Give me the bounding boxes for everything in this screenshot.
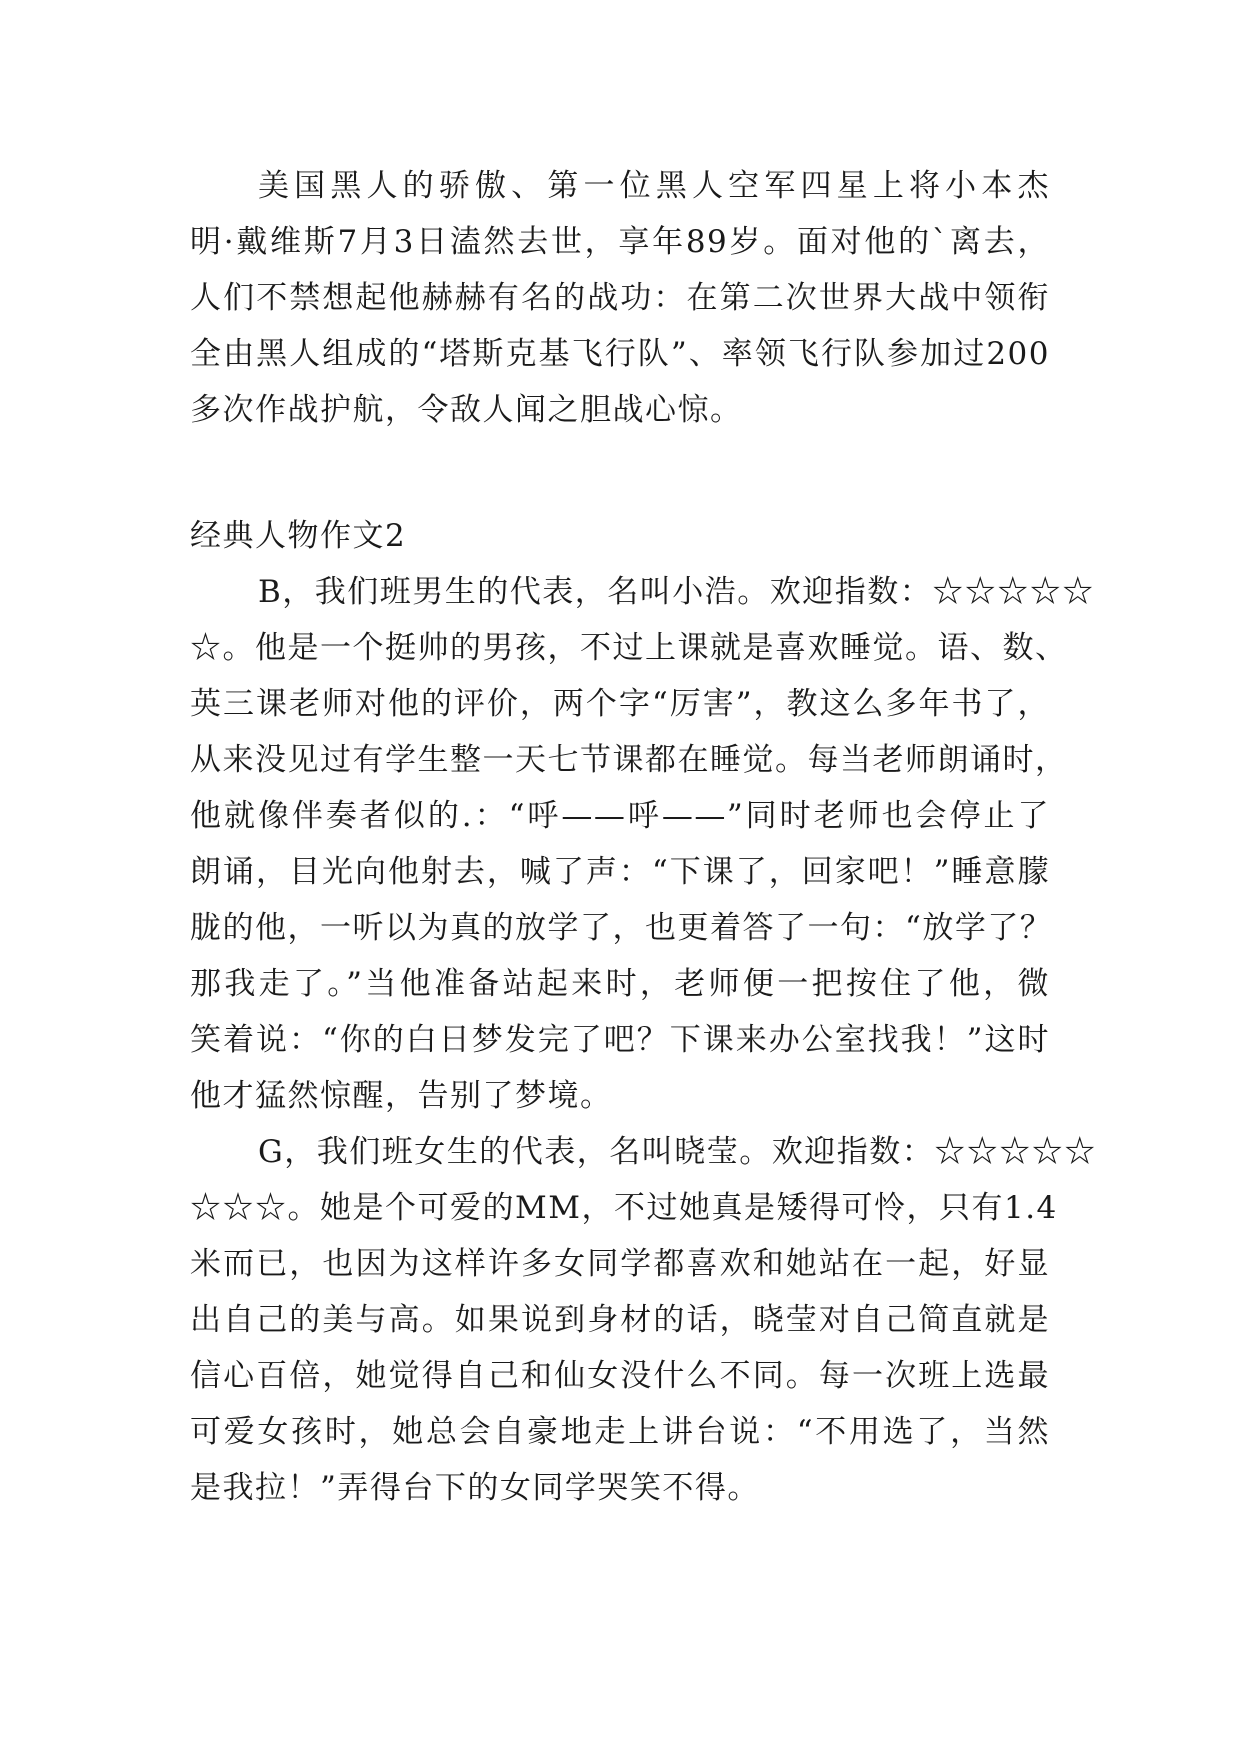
paragraph-2-line-4: 从来没见过有学生整一天七节课都在睡觉。每当老师朗诵时， <box>190 742 1068 778</box>
paragraph-3-line-5: 信心百倍，她觉得自己和仙女没什么不同。每一次班上选最 <box>190 1358 1050 1394</box>
paragraph-3-line-6: 可爱女孩时，她总会自豪地走上讲台说：“不用选了，当然 <box>190 1414 1050 1450</box>
paragraph-3-line-1: G，我们班女生的代表，名叫晓莹。欢迎指数：☆☆☆☆☆ <box>258 1134 1097 1170</box>
paragraph-1-line-5: 多次作战护航，令敌人闻之胆战心惊。 <box>190 392 743 428</box>
paragraph-2-line-2: ☆。他是一个挺帅的男孩，不过上课就是喜欢睡觉。语、数、 <box>190 630 1068 666</box>
paragraph-2-line-10: 他才猛然惊醒，告别了梦境。 <box>190 1078 613 1114</box>
paragraph-2-line-3: 英三课老师对他的评价，两个字“厉害”，教这么多年书了， <box>190 686 1050 722</box>
paragraph-1-line-4: 全由黑人组成的“塔斯克基飞行队”、率领飞行队参加过200 <box>190 336 1050 372</box>
paragraph-2-line-1: B，我们班男生的代表，名叫小浩。欢迎指数：☆☆☆☆☆ <box>258 574 1095 610</box>
section-heading: 经典人物作文2 <box>190 518 407 554</box>
paragraph-2-line-9: 笑着说：“你的白日梦发完了吧？下课来办公室找我！”这时 <box>190 1022 1050 1058</box>
paragraph-3-line-4: 出自己的美与高。如果说到身材的话，晓莹对自己简直就是 <box>190 1302 1050 1338</box>
paragraph-2-line-8: 那我走了。”当他准备站起来时，老师便一把按住了他，微 <box>190 966 1050 1002</box>
paragraph-3-line-7: 是我拉！”弄得台下的女同学哭笑不得。 <box>190 1470 760 1506</box>
paragraph-1-line-1: 美国黑人的骄傲、第一位黑人空军四星上将小本杰 <box>258 168 1050 204</box>
paragraph-1-line-3: 人们不禁想起他赫赫有名的战功：在第二次世界大战中领衔 <box>190 280 1050 316</box>
paragraph-1-line-2: 明·戴维斯7月3日溘然去世，享年89岁。面对他的`离去， <box>190 224 1050 260</box>
paragraph-2-line-6: 朗诵，目光向他射去，喊了声：“下课了，回家吧！”睡意朦 <box>190 854 1050 890</box>
paragraph-2-line-5: 他就像伴奏者似的.：“呼——呼——”同时老师也会停止了 <box>190 798 1050 834</box>
paragraph-3-line-3: 米而已，也因为这样许多女同学都喜欢和她站在一起，好显 <box>190 1246 1050 1282</box>
paragraph-3-line-2: ☆☆☆。她是个可爱的MM，不过她真是矮得可怜，只有1.4 <box>190 1190 1058 1226</box>
paragraph-2-line-7: 胧的他，一听以为真的放学了，也更着答了一句：“放学了？ <box>190 910 1053 946</box>
